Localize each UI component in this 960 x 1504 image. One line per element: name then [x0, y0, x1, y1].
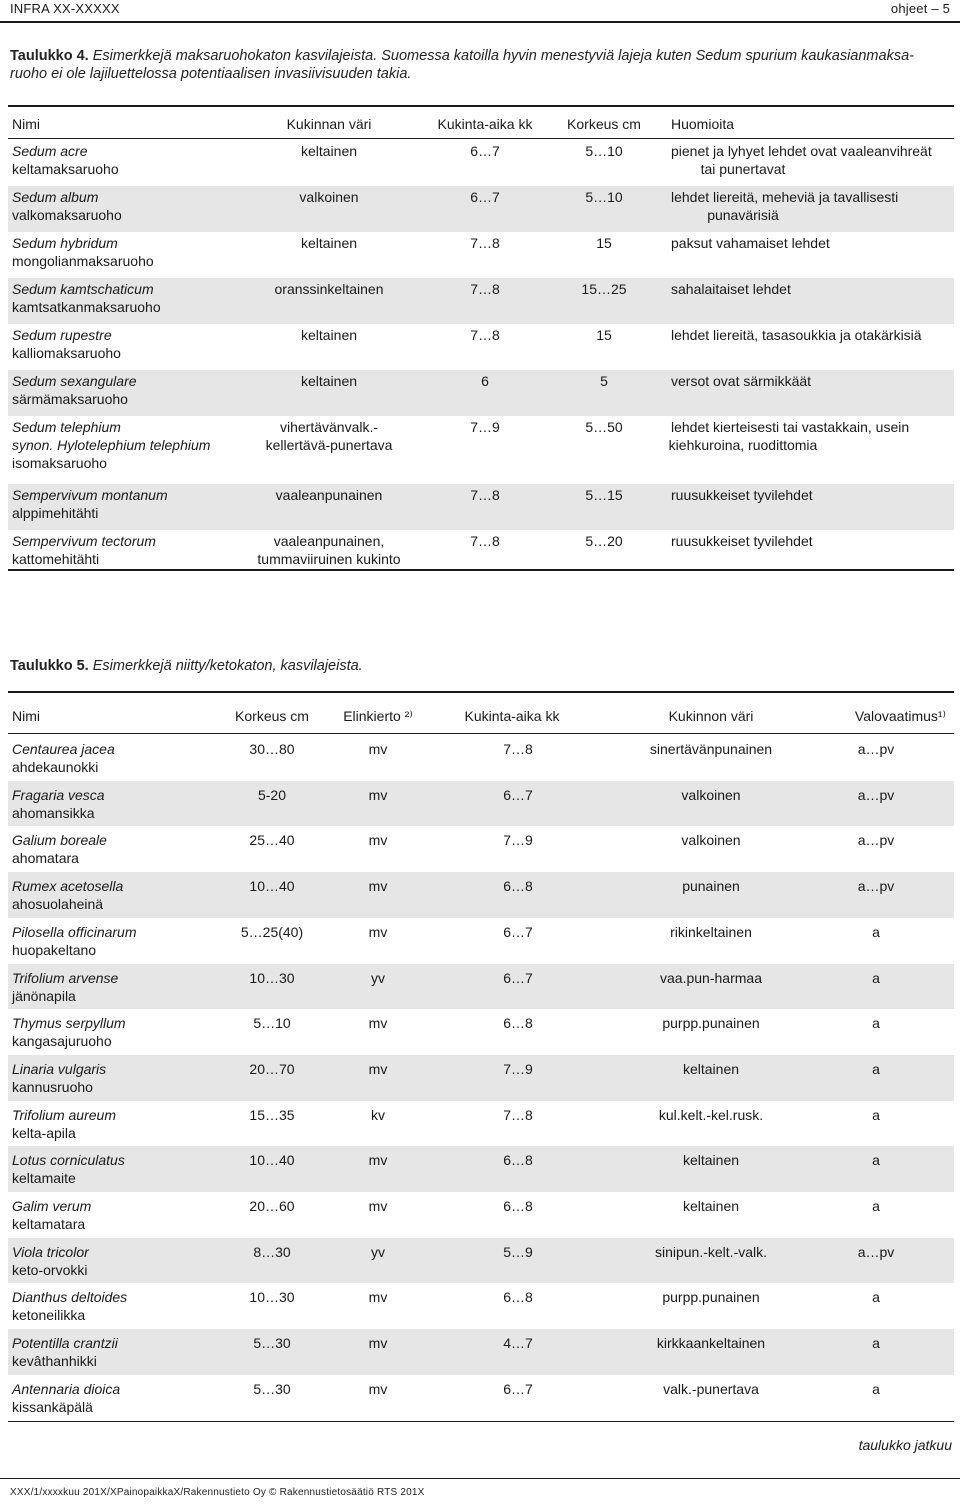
light-requirement: a…pv: [857, 832, 895, 849]
life-cycle: mv: [368, 1152, 388, 1169]
column-header: Korkeus cm: [235, 708, 309, 724]
plant-latin-name: Rumex acetosella: [12, 878, 124, 895]
plant-height: 15: [596, 235, 612, 251]
plant-common-name: mongolianmaksaruoho: [12, 253, 154, 269]
column-header: Elinkierto ²⁾: [343, 708, 413, 724]
plant-common-name: kangasajuruoho: [12, 1033, 112, 1050]
light-requirement: a: [872, 1380, 880, 1397]
plant-common-name: kevâthanhikki: [12, 1353, 97, 1370]
light-requirement: a: [872, 1335, 880, 1352]
light-requirement: a…pv: [857, 786, 895, 803]
table-row-shade: [8, 1055, 954, 1101]
flower-color: keltainen: [300, 373, 358, 389]
flower-color: kul.kelt.-kel.rusk.: [658, 1106, 764, 1123]
plant-height: 5: [600, 373, 608, 389]
plant-latin-name: Sedum album: [12, 189, 99, 205]
flower-color: keltainen: [682, 1198, 740, 1214]
plant-common-name: ahomansikka: [12, 804, 95, 821]
plant-latin-name: Centaurea jacea: [12, 741, 115, 757]
plant-height: 30…80: [249, 741, 295, 757]
light-requirement: a: [872, 923, 880, 940]
table-continues-note: taulukko jatkuu: [858, 1437, 952, 1453]
plant-common-name: isomaksaruoho: [12, 455, 107, 471]
bloom-time: 6…7: [503, 786, 533, 803]
plant-common-name: keltamatara: [12, 1216, 86, 1232]
bloom-time: 6…8: [503, 1152, 533, 1169]
bloom-time: 6…7: [503, 969, 533, 986]
life-cycle: yv: [371, 969, 385, 986]
table-row-shade: [8, 964, 954, 1010]
column-header: Nimi: [12, 116, 40, 132]
column-header: Kukinta-aika kk: [437, 116, 533, 132]
flower-color-cont: tummaviiruinen kukinto: [257, 551, 401, 567]
plant-common-name: kalliomaksaruoho: [12, 345, 121, 361]
plant-height: 25…40: [249, 832, 295, 849]
flower-color: purpp.punainen: [662, 1289, 760, 1306]
table-bottom-rule: [8, 1421, 954, 1422]
remarks: pienet ja lyhyet lehdet ovat vaaleanvihreät: [671, 143, 932, 159]
plant-common-name: valkomaksaruoho: [12, 207, 122, 223]
light-requirement: a: [872, 1106, 880, 1123]
table4-caption-text: Esimerkkejä maksaruohokaton kasvilajeista. Suomessa katoilla hyvin menestyviä lajeja kuten Sedum spurium kaukasianmaksa-: [88, 48, 914, 64]
flower-color: vihertävänvalk.-: [279, 419, 379, 435]
bloom-time: 6…7: [503, 1380, 533, 1397]
remarks: lehdet liereitä, meheviä ja tavallisesti: [671, 189, 899, 205]
plant-latin-name: Thymus serpyllum: [12, 1015, 126, 1032]
column-header: Huomioita: [671, 116, 735, 132]
plant-height: 5-20: [257, 786, 287, 803]
plant-common-name: kamtsatkanmaksaruoho: [12, 299, 161, 315]
plant-latin-name: Potentilla crantzii: [12, 1335, 118, 1352]
light-requirement: a: [872, 969, 880, 986]
footer-rule: [0, 1478, 960, 1479]
plant-common-name: ketoneilikka: [12, 1307, 86, 1324]
plant-height: 20…70: [249, 1060, 295, 1077]
remarks: ruusukkeiset tyvilehdet: [671, 533, 813, 549]
table5-caption: [10, 657, 952, 675]
light-requirement: a: [872, 1060, 880, 1077]
flower-color: keltainen: [300, 235, 358, 251]
bloom-time: 7…8: [470, 281, 500, 297]
life-cycle: mv: [368, 923, 388, 940]
plant-height: 5…30: [253, 1380, 291, 1397]
table-row-shade: [8, 1238, 954, 1284]
flower-color: kirkkaankeltainen: [656, 1335, 766, 1352]
flower-color: keltainen: [682, 1060, 740, 1077]
remarks: ruusukkeiset tyvilehdet: [671, 487, 813, 503]
flower-color: keltainen: [300, 143, 358, 159]
flower-color: keltainen: [300, 327, 358, 343]
life-cycle: mv: [368, 878, 388, 895]
remarks: lehdet kierteisesti tai vastakkain, usein: [671, 419, 910, 435]
column-header: Kukinnan väri: [286, 116, 372, 132]
remarks: versot ovat särmikkäät: [671, 373, 812, 389]
plant-height: 5…15: [585, 487, 623, 503]
flower-color: oranssinkeltainen: [274, 281, 384, 297]
bloom-time: 7…9: [503, 1060, 533, 1077]
column-header: Korkeus cm: [567, 116, 641, 132]
bloom-time: 4…7: [503, 1335, 533, 1352]
plant-height: 10…40: [249, 878, 295, 895]
remarks-cont: kiehkuroina, ruodittomia: [668, 437, 818, 453]
table4-caption-label: Taulukko 4.: [10, 48, 89, 64]
plant-common-name: keto-orvokki: [12, 1261, 88, 1278]
plant-latin-name: Sempervivum tectorum: [12, 533, 156, 549]
plant-height: 10…30: [249, 969, 295, 986]
plant-latin-name: Linaria vulgaris: [12, 1060, 107, 1077]
page-header: [10, 0, 950, 20]
flower-color: rikinkeltainen: [670, 923, 752, 940]
bloom-time: 7…8: [470, 487, 500, 503]
plant-common-name: jänönapila: [12, 987, 76, 1004]
light-requirement: a: [872, 1289, 880, 1306]
table-top-rule: [8, 691, 954, 693]
plant-common-name: kelta-apila: [12, 1124, 76, 1141]
plant-height: 15…25: [581, 281, 627, 297]
bloom-time: 7…8: [503, 741, 533, 757]
bloom-time: 7…8: [503, 1106, 533, 1123]
plant-common-name: särmämaksaruoho: [12, 391, 128, 407]
table-row-shade: [8, 781, 954, 827]
column-header: Kukinnon väri: [668, 708, 754, 724]
plant-height: 5…25(40): [240, 923, 304, 940]
plant-height: 10…30: [249, 1289, 295, 1306]
plant-height: 20…60: [249, 1198, 295, 1214]
plant-latin-name: Fragaria vesca: [12, 786, 105, 803]
header-rule: [8, 138, 954, 139]
flower-color: vaa.pun-harmaa: [660, 969, 762, 986]
remarks: paksut vahamaiset lehdet: [671, 235, 830, 251]
plant-latin-name: Galim verum: [12, 1198, 92, 1214]
plant-height: 8…30: [253, 1243, 291, 1260]
plant-height: 5…30: [253, 1335, 291, 1352]
flower-color: valk.-punertava: [663, 1380, 759, 1397]
plant-common-name: kannusruoho: [12, 1078, 93, 1095]
plant-height: 5…10: [253, 1015, 291, 1032]
light-requirement: a…pv: [857, 741, 895, 757]
table5-caption-label: Taulukko 5.: [10, 658, 89, 674]
bloom-time: 6…7: [470, 189, 500, 205]
column-header: Nimi: [12, 708, 40, 724]
page-footer: XXX/1/xxxxkuu 201X/XPainopaikkaX/Rakennustieto Oy © Rakennustietosäätiö RTS 201X: [10, 1487, 425, 1498]
flower-color: valkoinen: [681, 786, 741, 803]
plant-latin-name: Lotus corniculatus: [12, 1152, 125, 1169]
plant-latin-name: Galium boreale: [12, 832, 107, 849]
flower-color: valkoinen: [299, 189, 359, 205]
plant-common-name: kissankäpälä: [12, 1398, 93, 1415]
bloom-time: 7…9: [503, 832, 533, 849]
table4-caption: [10, 47, 952, 83]
life-cycle: mv: [368, 1380, 388, 1397]
remarks: lehdet liereitä, tasasoukkia ja otakärkisiä: [671, 327, 922, 343]
remarks: sahalaitaiset lehdet: [671, 281, 791, 297]
plant-common-name: kattomehitähti: [12, 551, 100, 567]
plant-synonym: synon. Hylotelephium telephium: [12, 437, 211, 453]
bloom-time: 6…7: [470, 143, 500, 159]
plant-height: 5…10: [585, 143, 623, 159]
plant-height: 15: [596, 327, 612, 343]
life-cycle: mv: [368, 1060, 388, 1077]
plant-common-name: ahdekaunokki: [12, 759, 99, 775]
flower-color: sinertävänpunainen: [649, 741, 773, 757]
bloom-time: 7…8: [470, 235, 500, 251]
table5-caption-text: Esimerkkejä niitty/ketokaton, kasvilajeista.: [88, 658, 363, 674]
plant-common-name: huopakeltano: [12, 941, 97, 958]
flower-color: keltainen: [682, 1152, 740, 1169]
remarks-cont: punavärisiä: [707, 207, 779, 223]
plant-height: 15…35: [249, 1106, 295, 1123]
life-cycle: mv: [368, 1015, 388, 1032]
table-row-shade: [8, 1329, 954, 1375]
flower-color: purpp.punainen: [662, 1015, 760, 1032]
light-requirement: a…pv: [857, 1243, 895, 1260]
bloom-time: 7…9: [470, 419, 500, 435]
bloom-time: 6: [481, 373, 489, 389]
plant-common-name: keltamaite: [12, 1170, 76, 1187]
table4: [8, 105, 954, 571]
plant-latin-name: Sedum hybridum: [12, 235, 118, 251]
flower-color: vaaleanpunainen,: [273, 533, 385, 549]
bloom-time: 7…8: [470, 327, 500, 343]
table5: [8, 691, 954, 1431]
plant-latin-name: Sedum telephium: [12, 419, 121, 435]
plant-latin-name: Antennaria dioica: [12, 1380, 121, 1397]
table-row-shade: [8, 872, 954, 918]
plant-latin-name: Sedum rupestre: [12, 327, 112, 343]
bloom-time: 6…8: [503, 878, 533, 895]
table4-caption-text-2: ruoho ei ole lajiluettelossa potentiaalisen invasiivisuuden takia.: [10, 66, 412, 82]
light-requirement: a…pv: [857, 878, 895, 895]
light-requirement: a: [872, 1015, 880, 1032]
header-rule: [0, 21, 960, 23]
plant-common-name: ahosuolaheinä: [12, 896, 104, 913]
bloom-time: 5…9: [503, 1243, 533, 1260]
plant-common-name: keltamaksaruoho: [12, 161, 119, 177]
table-bottom-rule: [8, 569, 954, 571]
plant-latin-name: Dianthus deltoides: [12, 1289, 128, 1306]
plant-latin-name: Trifolium aureum: [12, 1106, 116, 1123]
life-cycle: mv: [368, 832, 388, 849]
remarks-cont: tai punertavat: [700, 161, 786, 177]
life-cycle: kv: [371, 1106, 385, 1123]
bloom-time: 6…8: [503, 1198, 533, 1214]
plant-latin-name: Viola tricolor: [12, 1243, 89, 1260]
bloom-time: 7…8: [470, 533, 500, 549]
header-rule: [8, 733, 954, 734]
plant-height: 5…10: [585, 189, 623, 205]
flower-color: punainen: [682, 878, 740, 895]
column-header: Kukinta-aika kk: [464, 708, 560, 724]
plant-common-name: ahomatara: [12, 850, 79, 867]
life-cycle: mv: [368, 741, 388, 757]
bloom-time: 6…8: [503, 1015, 533, 1032]
page-number: ohjeet – 5: [890, 1, 950, 16]
life-cycle: mv: [368, 786, 388, 803]
life-cycle: yv: [371, 1243, 385, 1260]
plant-latin-name: Sedum kamtschaticum: [12, 281, 154, 297]
bloom-time: 6…8: [503, 1289, 533, 1306]
flower-color-cont: kellertävä-punertava: [265, 437, 393, 453]
plant-latin-name: Pilosella officinarum: [12, 923, 137, 940]
flower-color: vaaleanpunainen: [275, 487, 383, 503]
light-requirement: a: [872, 1198, 880, 1214]
plant-common-name: alppimehitähti: [12, 505, 99, 521]
table-row-shade: [8, 1146, 954, 1192]
light-requirement: a: [872, 1152, 880, 1169]
plant-latin-name: Sedum acre: [12, 143, 88, 159]
flower-color: sinipun.-kelt.-valk.: [654, 1243, 768, 1260]
bloom-time: 6…7: [503, 923, 533, 940]
plant-height: 10…40: [249, 1152, 295, 1169]
flower-color: valkoinen: [681, 832, 741, 849]
life-cycle: mv: [368, 1289, 388, 1306]
document-code: INFRA XX-XXXXX: [10, 1, 120, 16]
column-header: Valovaatimus¹⁾: [854, 708, 946, 724]
plant-height: 5…20: [585, 533, 623, 549]
plant-latin-name: Sedum sexangulare: [12, 373, 137, 389]
life-cycle: mv: [368, 1335, 388, 1352]
plant-latin-name: Trifolium arvense: [12, 969, 119, 986]
life-cycle: mv: [368, 1198, 388, 1214]
plant-latin-name: Sempervivum montanum: [12, 487, 168, 503]
table-top-rule: [8, 105, 954, 107]
plant-height: 5…50: [585, 419, 623, 435]
